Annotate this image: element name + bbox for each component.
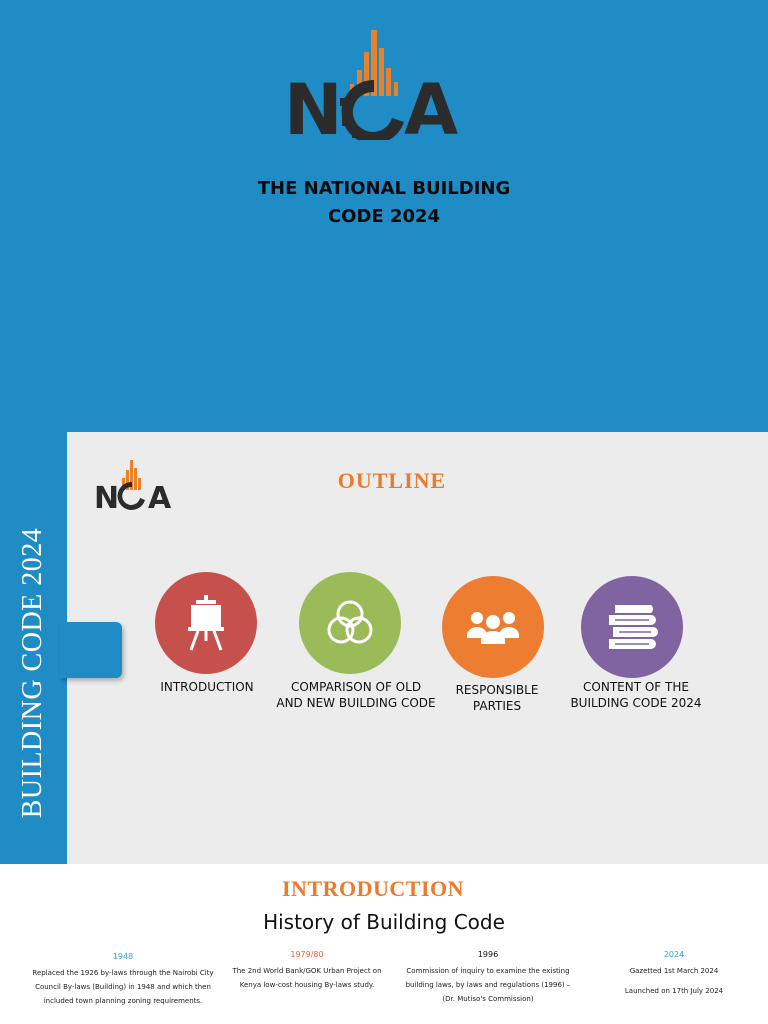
side-bar [0, 432, 67, 864]
timeline-text-launched: Launched on 17th July 2024 [624, 987, 724, 995]
timeline-text: Commission of inquiry to examine the existing building laws, by laws and regulations (1996) – (Dr. Mutiso's Commission) [405, 967, 571, 1003]
side-tab [60, 622, 122, 678]
logo-letter-a: A [404, 69, 459, 140]
timeline-item [224, 948, 390, 992]
easel-icon [186, 595, 226, 651]
logo-letter-n: N [284, 69, 343, 140]
logo-small-letter-n: N [94, 481, 120, 512]
nca-logo [282, 28, 468, 140]
timeline-text: The 2nd World Bank/GOK Urban Project on Kenya low-cost housing By-laws study. [232, 967, 382, 989]
cover-slide [0, 0, 768, 432]
cover-title-line2: CODE 2024 [327, 206, 441, 227]
outline-item-introduction[interactable] [155, 572, 257, 674]
introduction-title: INTRODUCTION [281, 876, 465, 901]
books-icon [605, 605, 659, 649]
outline-item-content[interactable] [581, 576, 683, 678]
introduction-subtitle: History of Building Code [263, 910, 505, 934]
outline-label-content: CONTENT OF THE BUILDING CODE 2024 [570, 680, 702, 710]
timeline-item [402, 948, 574, 1006]
outline-slide [0, 432, 768, 864]
outline-item-responsible-parties[interactable] [442, 576, 544, 678]
venn-icon [326, 600, 374, 646]
cover-title-line1: THE NATIONAL BUILDING [257, 178, 511, 199]
timeline-year: 1948 [112, 952, 134, 961]
outline-item-comparison[interactable] [299, 572, 401, 674]
timeline-text: Replaced the 1926 by-laws through the Nairobi City Council By-laws (Building) in 1948 and which then included town planning zoning requirements. [32, 969, 214, 1005]
timeline-item [606, 948, 742, 998]
cover-title [0, 175, 768, 231]
outline-label-introduction: INTRODUCTION [160, 680, 254, 694]
timeline-year: 1979/80 [290, 950, 324, 959]
people-icon [465, 609, 521, 645]
introduction-slide [0, 864, 768, 1024]
outline-title: OUTLINE [337, 468, 447, 493]
timeline-text-gazetted: Gazetted 1st March 2024 [629, 967, 719, 975]
timeline-item [30, 950, 216, 1008]
outline-label-comparison: COMPARISON OF OLD AND NEW BUILDING CODE [276, 680, 436, 710]
outline-label-responsible-parties: RESPONSIBLE PARTIES [455, 683, 539, 713]
logo-small-letter-a: A [148, 481, 172, 512]
side-title: BUILDING CODE 2024 [17, 527, 48, 819]
timeline-year: 2024 [663, 950, 685, 959]
timeline-year: 1996 [477, 950, 499, 959]
